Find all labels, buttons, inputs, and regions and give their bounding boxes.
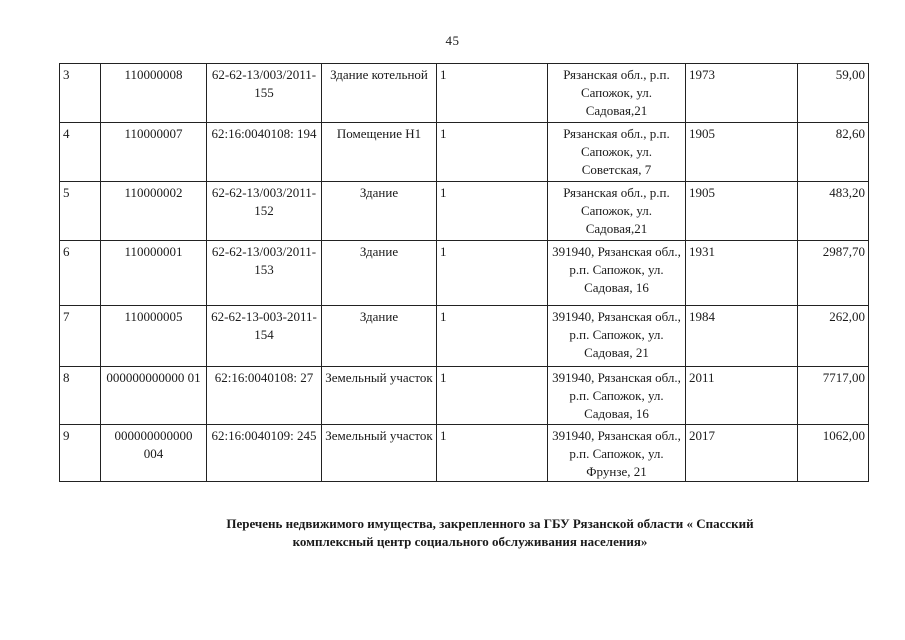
property-table xyxy=(59,63,869,482)
address-cell: Рязанская обл., р.п. Сапожок, ул. Советская, 7 xyxy=(548,123,686,182)
address-cell: Рязанская обл., р.п. Сапожок, ул. Садовая,21 xyxy=(548,182,686,241)
table-row xyxy=(60,241,869,306)
property-name-cell: Здание котельной xyxy=(322,64,437,123)
property-name-cell: Здание xyxy=(322,306,437,367)
area-cell: 7717,00 xyxy=(798,367,869,425)
row-number-cell: 3 xyxy=(60,64,101,123)
area-cell: 483,20 xyxy=(798,182,869,241)
property-name-cell: Земельный участок xyxy=(322,367,437,425)
area-cell: 82,60 xyxy=(798,123,869,182)
year-cell: 1905 xyxy=(686,123,798,182)
row-number-cell: 5 xyxy=(60,182,101,241)
area-cell: 59,00 xyxy=(798,64,869,123)
row-number-cell: 7 xyxy=(60,306,101,367)
table-row xyxy=(60,64,869,123)
table-row xyxy=(60,182,869,241)
table-row xyxy=(60,367,869,425)
caption-line-1: Перечень недвижимого имущества, закрепленного за ГБУ Рязанской области « Спасский xyxy=(226,516,754,531)
inventory-number-cell: 110000008 xyxy=(101,64,207,123)
quantity-cell: 1 xyxy=(437,182,548,241)
address-cell: 391940, Рязанская обл., р.п. Сапожок, ул. Садовая, 16 xyxy=(548,367,686,425)
cadastral-number-cell: 62-62-13-003-2011-154 xyxy=(207,306,322,367)
section-caption xyxy=(120,515,820,551)
row-number-cell: 9 xyxy=(60,425,101,482)
quantity-cell: 1 xyxy=(437,425,548,482)
area-cell: 262,00 xyxy=(798,306,869,367)
cadastral-number-cell: 62-62-13/003/2011-155 xyxy=(207,64,322,123)
year-cell: 1973 xyxy=(686,64,798,123)
quantity-cell: 1 xyxy=(437,241,548,306)
cadastral-number-cell: 62:16:0040109: 245 xyxy=(207,425,322,482)
row-number-cell: 8 xyxy=(60,367,101,425)
address-cell: 391940, Рязанская обл., р.п. Сапожок, ул. Садовая, 21 xyxy=(548,306,686,367)
row-number-cell: 6 xyxy=(60,241,101,306)
year-cell: 2017 xyxy=(686,425,798,482)
address-cell: 391940, Рязанская обл., р.п. Сапожок, ул. Садовая, 16 xyxy=(548,241,686,306)
cadastral-number-cell: 62:16:0040108: 194 xyxy=(207,123,322,182)
caption-line-2: комплексный центр социального обслуживания населения» xyxy=(292,534,648,549)
page-number: 45 xyxy=(445,33,460,48)
year-cell: 1984 xyxy=(686,306,798,367)
property-table-body xyxy=(60,64,869,482)
property-name-cell: Земельный участок xyxy=(322,425,437,482)
table-row xyxy=(60,306,869,367)
inventory-number-cell: 110000005 xyxy=(101,306,207,367)
year-cell: 1931 xyxy=(686,241,798,306)
cadastral-number-cell: 62-62-13/003/2011-152 xyxy=(207,182,322,241)
cadastral-number-cell: 62:16:0040108: 27 xyxy=(207,367,322,425)
area-cell: 2987,70 xyxy=(798,241,869,306)
address-cell: Рязанская обл., р.п. Сапожок, ул. Садовая,21 xyxy=(548,64,686,123)
inventory-number-cell: 000000000000 01 xyxy=(101,367,207,425)
year-cell: 2011 xyxy=(686,367,798,425)
year-cell: 1905 xyxy=(686,182,798,241)
quantity-cell: 1 xyxy=(437,306,548,367)
quantity-cell: 1 xyxy=(437,367,548,425)
property-name-cell: Помещение Н1 xyxy=(322,123,437,182)
table-row xyxy=(60,425,869,482)
cadastral-number-cell: 62-62-13/003/2011-153 xyxy=(207,241,322,306)
address-cell: 391940, Рязанская обл., р.п. Сапожок, ул. Фрунзе, 21 xyxy=(548,425,686,482)
inventory-number-cell: 110000002 xyxy=(101,182,207,241)
quantity-cell: 1 xyxy=(437,123,548,182)
property-name-cell: Здание xyxy=(322,182,437,241)
property-name-cell: Здание xyxy=(322,241,437,306)
inventory-number-cell: 000000000000 004 xyxy=(101,425,207,482)
row-number-cell: 4 xyxy=(60,123,101,182)
inventory-number-cell: 110000007 xyxy=(101,123,207,182)
table-row xyxy=(60,123,869,182)
inventory-number-cell: 110000001 xyxy=(101,241,207,306)
quantity-cell: 1 xyxy=(437,64,548,123)
area-cell: 1062,00 xyxy=(798,425,869,482)
